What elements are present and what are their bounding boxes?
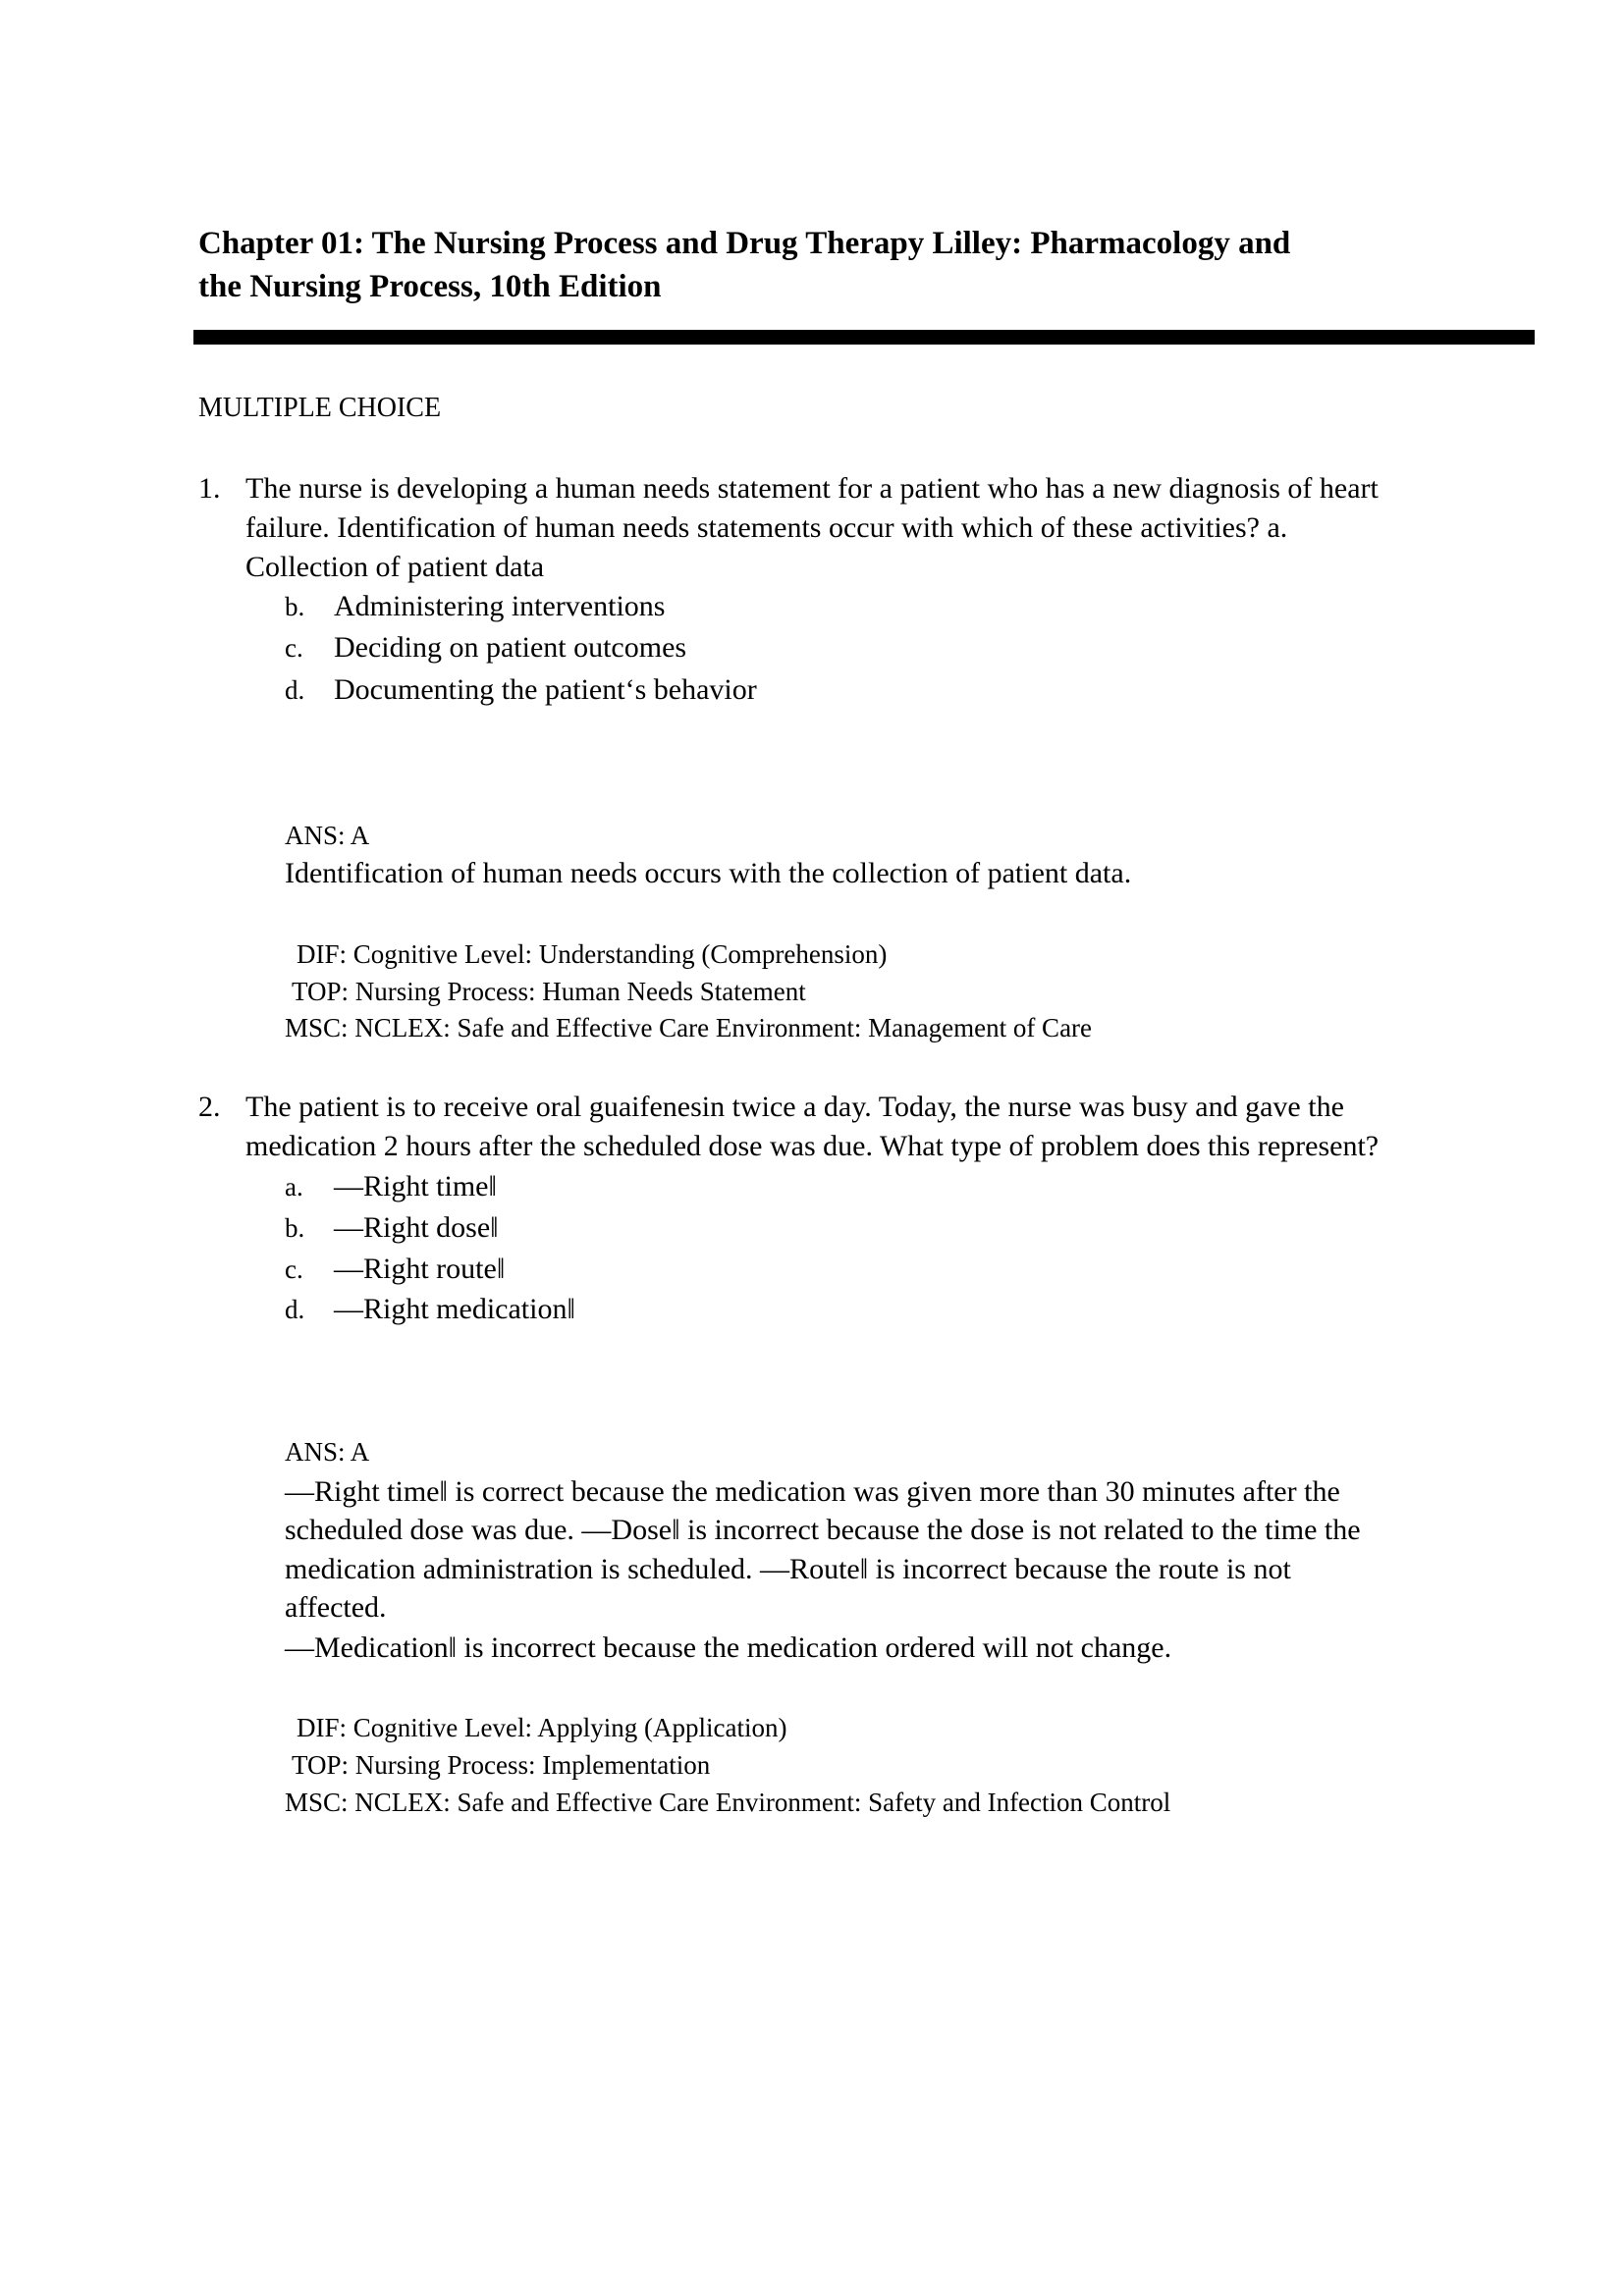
msc: MSC: NCLEX: Safe and Effective Care Environment: Management of Care (285, 1013, 1093, 1042)
question-2-number: 2. (198, 1091, 221, 1123)
question-1-stem-line: Collection of patient data (245, 551, 545, 583)
option-letter: c. (285, 633, 303, 663)
option-text: ―Right route‖ (334, 1253, 506, 1285)
rationale-line: ―Right time‖ is correct because the medication was given more than 30 minutes after the (285, 1475, 1340, 1508)
answer: ANS: A (285, 1437, 370, 1467)
rationale-line: medication administration is scheduled. ―Route‖ is incorrect because the route is not (285, 1553, 1291, 1585)
rationale-line: affected. (285, 1591, 387, 1624)
difficulty: DIF: Cognitive Level: Applying (Application) (297, 1713, 787, 1742)
option-text: ―Right medication‖ (334, 1293, 575, 1325)
option-text: Deciding on patient outcomes (334, 631, 687, 664)
option-letter: c. (285, 1255, 303, 1284)
question-2-stem-line: The patient is to receive oral guaifenesin twice a day. Today, the nurse was busy and gave the (245, 1091, 1344, 1123)
rationale-line: ―Medication‖ is incorrect because the medication ordered will not change. (285, 1631, 1172, 1664)
option-letter: d. (285, 1295, 305, 1324)
topic: TOP: Nursing Process: Implementation (292, 1750, 711, 1780)
option-text: Administering interventions (334, 590, 666, 622)
title-divider (193, 330, 1535, 345)
option-text: Documenting the patient‘s behavior (334, 673, 757, 706)
title-line-2: the Nursing Process, 10th Edition (198, 269, 662, 304)
msc: MSC: NCLEX: Safe and Effective Care Environment: Safety and Infection Control (285, 1788, 1171, 1817)
option-letter: a. (285, 1172, 303, 1201)
rationale-line: scheduled dose was due. ―Dose‖ is incorrect because the dose is not related to the time the (285, 1514, 1361, 1546)
option-text: ―Right time‖ (334, 1170, 497, 1202)
option-letter: b. (285, 592, 305, 621)
question-2-stem-line: medication 2 hours after the scheduled dose was due. What type of problem does this represent? (245, 1130, 1380, 1162)
question-1-stem-line: The nurse is developing a human needs statement for a patient who has a new diagnosis of heart (245, 472, 1379, 505)
title-line-1: Chapter 01: The Nursing Process and Drug Therapy Lilley: Pharmacology and (198, 226, 1291, 261)
section-heading: MULTIPLE CHOICE (198, 393, 442, 423)
topic: TOP: Nursing Process: Human Needs Statement (292, 977, 806, 1006)
option-letter: d. (285, 675, 305, 705)
difficulty: DIF: Cognitive Level: Understanding (Comprehension) (297, 939, 888, 969)
option-letter: b. (285, 1213, 305, 1243)
question-1-stem-line: failure. Identification of human needs statements occur with which of these activities? a. (245, 511, 1288, 544)
option-text: ―Right dose‖ (334, 1211, 499, 1244)
question-1-number: 1. (198, 472, 221, 505)
answer: ANS: A (285, 821, 370, 850)
rationale-line: Identification of human needs occurs with the collection of patient data. (285, 857, 1132, 889)
